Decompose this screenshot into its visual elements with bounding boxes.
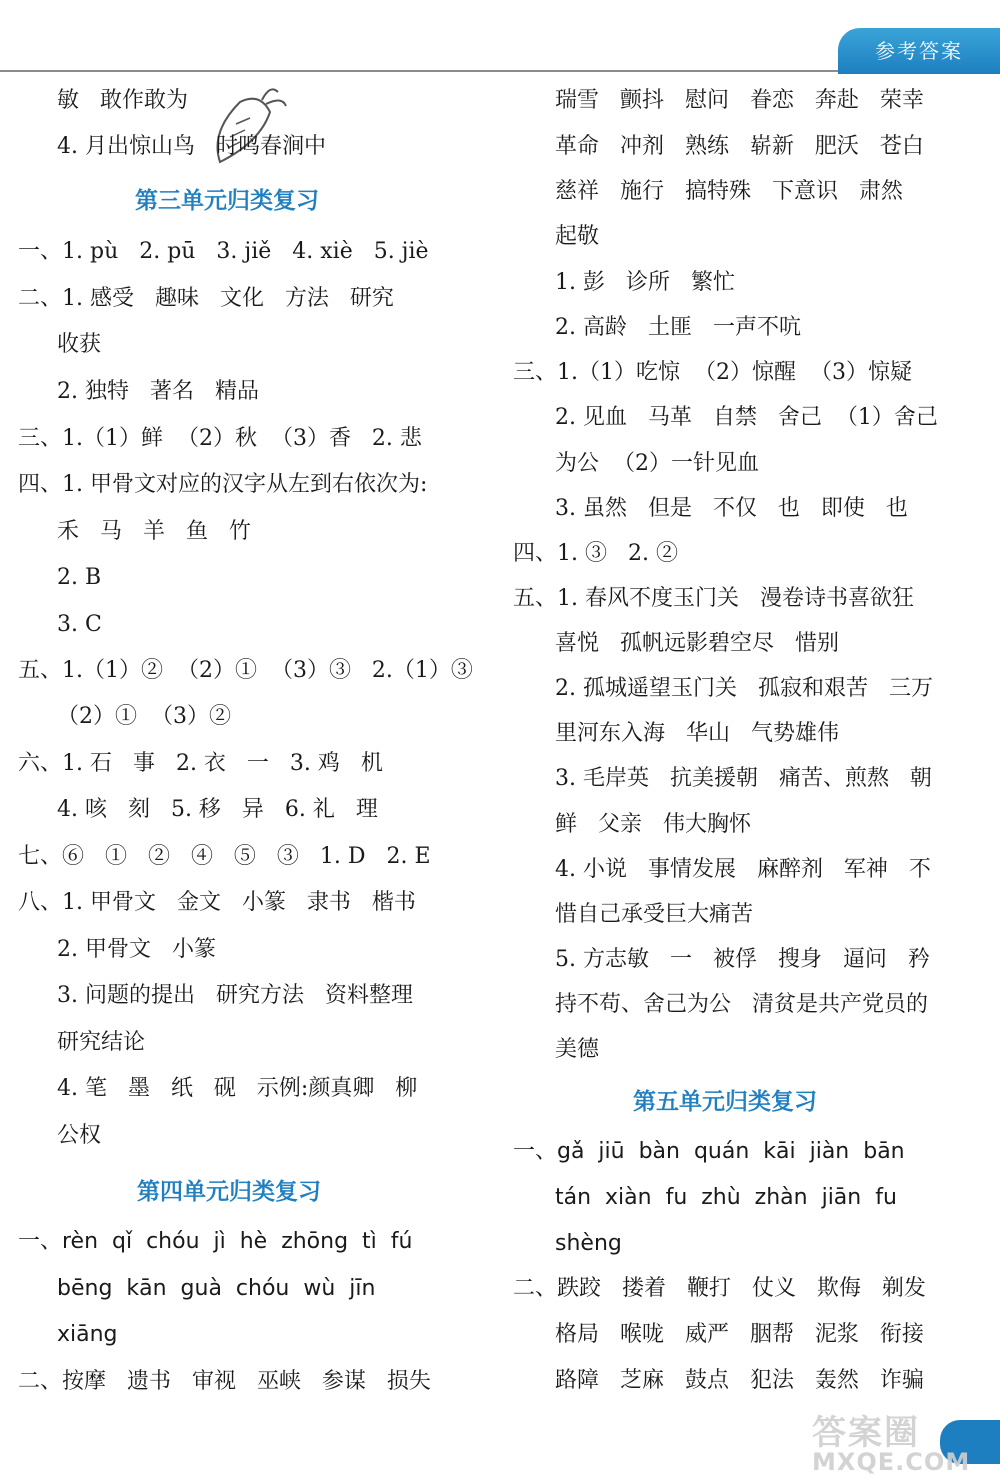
answer-line: 3. 问题的提出 研究方法 资料整理 [57,983,413,1008]
answer-line: 2. 独特 著名 精品 [57,379,259,404]
answer-line: 敏 敢作敢为 [57,88,188,113]
answer-line: shèng [555,1231,622,1256]
answer-line: 2. 孤城遥望玉门关 孤寂和艰苦 三万 [555,676,933,701]
answer-line: bēng kān guà chóu wù jīn [57,1276,376,1301]
answer-line: 三、1.（1）鲜 （2）秋 （3）香 2. 悲 [18,426,422,451]
section-heading-unit5: 第五单元归类复习 [633,1089,817,1115]
answer-line: 惜自己承受巨大痛苦 [555,902,754,927]
answer-line: 2. B [57,565,102,590]
answer-line: 格局 喉咙 威严 胭帮 泥浆 衔接 [555,1322,924,1347]
answer-line: 路障 芝麻 鼓点 犯法 轰然 诈骗 [555,1368,924,1393]
answer-line: 持不苟、舍己为公 清贫是共产党员的 [555,992,928,1017]
answer-line: 收获 [57,332,102,357]
answer-line: 3. 毛岸英 抗美援朝 痛苦、煎熬 朝 [555,766,932,791]
answer-line: 4. 笔 墨 纸 砚 示例:颜真卿 柳 [57,1076,418,1101]
answer-line: 美德 [555,1037,600,1062]
answer-line: 4. 月出惊山鸟 时鸣春涧中 [57,134,326,159]
section-heading-unit4: 第四单元归类复习 [137,1179,321,1205]
answer-line: 五、1. 春风不度玉门关 漫卷诗书喜欲狂 [513,586,914,611]
answer-line: 二、按摩 遗书 审视 巫峡 参谋 损失 [18,1369,431,1394]
answer-key-tab: 参考答案 [838,28,1000,74]
answer-line: 2. 高龄 土匪 一声不吭 [555,315,801,340]
answer-line: 禾 马 羊 鱼 竹 [57,519,251,544]
watermark-title: 答案圈 [812,1413,920,1453]
answer-line: 研究结论 [57,1030,146,1055]
answer-line: 五、1.（1）② （2）① （3）③ 2.（1）③ [18,658,473,683]
answer-line: 3. 虽然 但是 不仅 也 即使 也 [555,496,908,521]
answer-line: 慈祥 施行 搞特殊 下意识 肃然 [555,179,903,204]
answer-line: （2）① （3）② [57,704,231,729]
section-heading-unit3: 第三单元归类复习 [135,188,319,214]
answer-line: 四、1. ③ 2. ② [513,541,678,566]
answer-line: 公权 [57,1123,102,1148]
answer-line: 四、1. 甲骨文对应的汉字从左到右依次为: [18,472,428,497]
answer-line: 瑞雪 颤抖 慰问 眷恋 奔赴 荣幸 [555,88,924,113]
answer-line: 革命 冲剂 熟练 崭新 肥沃 苍白 [555,134,924,159]
watermark [812,1405,970,1476]
watermark-url: MXQE.COM [812,1448,971,1476]
answer-line: 4. 小说 事情发展 麻醉剂 军神 不 [555,857,931,882]
answer-line: 里河东入海 华山 气势雄伟 [555,721,839,746]
answer-line: 二、跌跤 搂着 鞭打 仗义 欺侮 剃发 [513,1276,926,1301]
answer-line: 二、1. 感受 趣味 文化 方法 研究 [18,286,394,311]
answer-line: 三、1.（1）吃惊 （2）惊醒 （3）惊疑 [513,360,912,385]
answer-line: 2. 甲骨文 小篆 [57,937,216,962]
answer-line: 八、1. 甲骨文 金文 小篆 隶书 楷书 [18,890,416,915]
answer-line: 4. 咳 刻 5. 移 异 6. 礼 理 [57,797,378,822]
header-rule [0,70,845,72]
answer-line: tán xiàn fu zhù zhàn jiān fu [555,1185,897,1210]
answer-line: 2. 见血 马革 自禁 舍己 （1）舍己 [555,405,938,430]
answer-line: 一、1. pù 2. pū 3. jiě 4. xiè 5. jiè [18,239,429,264]
answer-line: 为公 （2）一针见血 [555,451,759,476]
answer-line: xiāng [57,1322,118,1347]
answer-line: 1. 彭 诊所 繁忙 [555,270,735,295]
answer-line: 一、rèn qǐ chóu jì hè zhōng tì fú [18,1229,413,1254]
answer-line: 起敬 [555,224,600,249]
answer-line: 七、⑥ ① ② ④ ⑤ ③ 1. D 2. E [18,844,431,869]
answer-line: 5. 方志敏 一 被俘 搜身 逼问 矜 [555,947,930,972]
answer-line: 3. C [57,612,102,637]
answer-line: 喜悦 孤帆远影碧空尽 惜别 [555,631,839,656]
answer-line: 六、1. 石 事 2. 衣 一 3. 鸡 机 [18,751,383,776]
answer-line: 鲜 父亲 伟大胸怀 [555,812,751,837]
answer-line: 一、gǎ jiū bàn quán kāi jiàn bān [513,1139,905,1164]
